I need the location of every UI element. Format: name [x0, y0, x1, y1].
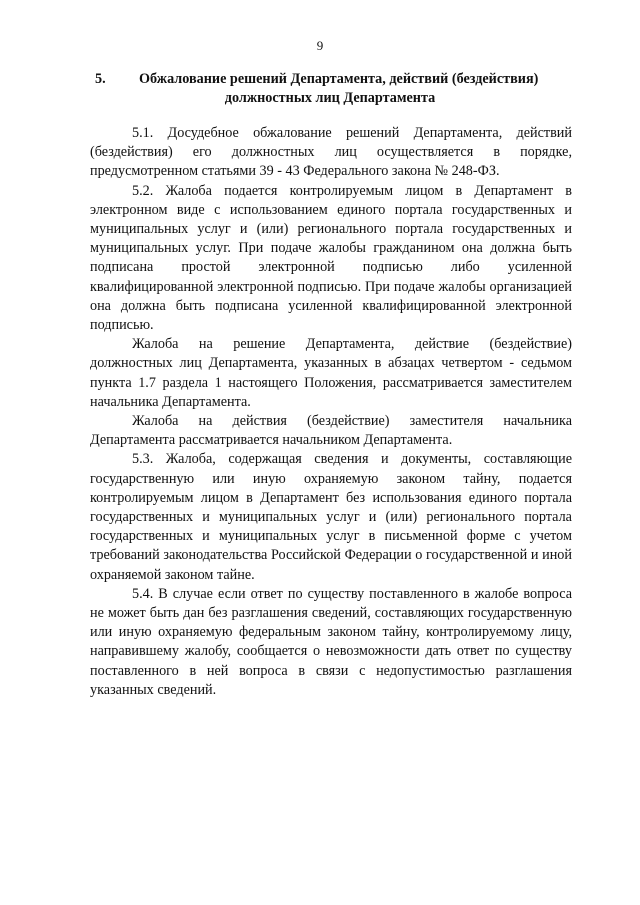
section-number: 5. [95, 71, 106, 87]
section-body [90, 124, 572, 700]
paragraph-5-3: 5.3. Жалоба, содержащая сведения и документы, составляющие государственную или иную охраняемую законом тайну, подается контролируемым лицом в Департамент без использования единого портала государственных и муниципальных услуг и (или) регионального портала государственных и муниципальных услуг в письменной форме с учетом требований законодательства Российской Федерации о государственной и иной охраняемой законом тайне. [90, 451, 572, 583]
paragraph-complaint-deputy: Жалоба на решение Департамента, действие (бездействие) должностных лиц Департамента, указанных в абзацах четвертом - седьмом пункта 1.7 раздела 1 настоящего Положения, рассматривается заместителем начальника Департамента. [90, 336, 572, 410]
paragraph-5-2: 5.2. Жалоба подается контролируемым лицом в Департамент в электронном виде с использованием единого портала государственных и муниципальных услуг и (или) регионального портала государственных и муниципальных услуг. При подаче жалобы гражданином она должна быть подписана простой электронной подписью либо усиленной квалифицированной электронной подписью. При подаче жалобы организацией она должна быть подписана усиленной квалифицированной электронной подписью. [90, 182, 572, 334]
paragraph-5-1: 5.1. Досудебное обжалование решений Департамента, действий (бездействия) его должностных лиц осуществляется в порядке, предусмотренном статьями 39 - 43 Федерального закона № 248-ФЗ. [90, 125, 572, 180]
paragraph-complaint-head: Жалоба на действия (бездействие) заместителя начальника Департамента рассматривается начальником Департамента. [90, 413, 572, 449]
section-title-line-1: Обжалование решений Департамента, действий (бездействия) [139, 71, 539, 87]
page-number: 9 [316, 38, 324, 53]
section-heading [88, 70, 572, 108]
section-title-line-2: должностных лиц Департамента [224, 90, 436, 106]
paragraph-5-4: 5.4. В случае если ответ по существу поставленного в жалобе вопроса не может быть дан без разглашения сведений, составляющих государственную или иную охраняемую федеральным законом тайну, контролируемому лицу, направившему жалобу, сообщается о невозможности дать ответ по существу поставленного в ней вопроса в связи с недопустимостью разглашения указанных сведений. [90, 585, 572, 698]
